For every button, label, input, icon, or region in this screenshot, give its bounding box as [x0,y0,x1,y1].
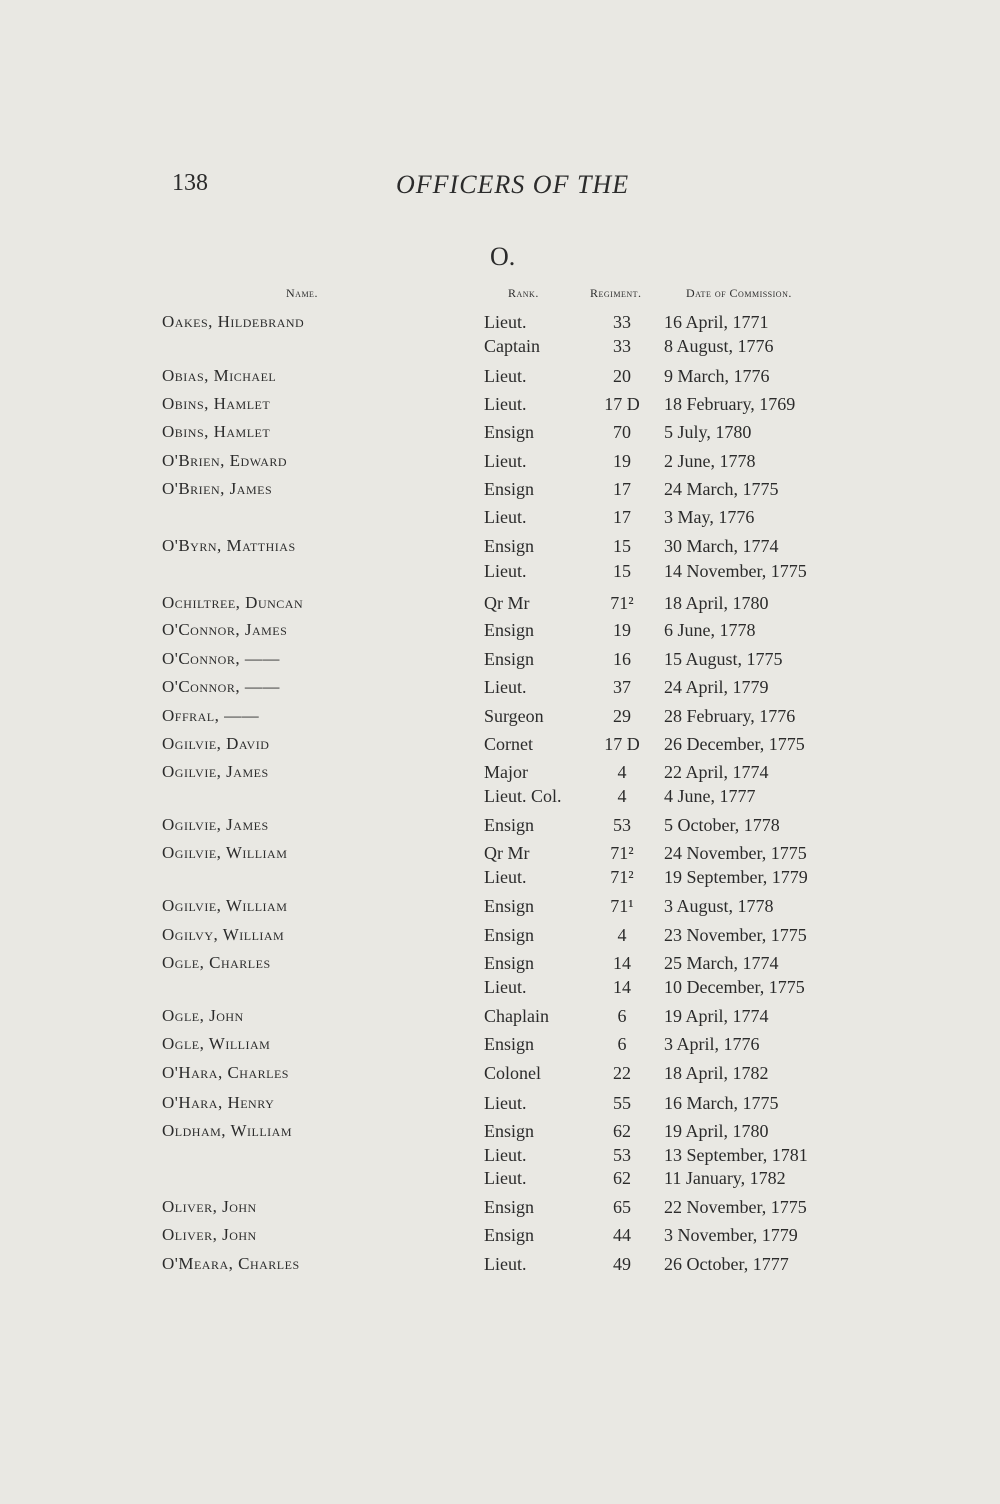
officer-regiment: 29 [613,706,631,726]
officer-rank: Lieut. [484,1145,527,1165]
officer-name: Oldham, William [162,1121,293,1140]
officer-rank: Major [484,762,528,782]
commission-date: 16 April, 1771 [664,312,769,332]
table-row [0,1093,1000,1119]
officer-rank: Lieut. [484,1168,527,1188]
commission-date: 26 October, 1777 [664,1254,789,1274]
officer-regiment: 62 [613,1168,631,1188]
officer-regiment: 16 [613,649,631,669]
officer-regiment: 15 [613,536,631,556]
officer-rank: Lieut. [484,561,527,581]
officer-name: O'Meara, Charles [162,1254,300,1273]
officer-regiment: 19 [613,451,631,471]
table-row [0,925,1000,951]
table-row [0,1254,1000,1280]
table-row [0,1197,1000,1223]
page-number: 138 [172,170,208,196]
officer-regiment: 17 D [604,394,640,414]
commission-date: 19 September, 1779 [664,867,808,887]
officer-rank: Lieut. [484,867,527,887]
commission-date: 13 September, 1781 [664,1145,808,1165]
table-row [0,561,1000,587]
officer-rank: Chaplain [484,1006,549,1026]
officer-name: Ogle, Charles [162,953,271,972]
officer-regiment: 71² [610,867,634,887]
commission-date: 22 November, 1775 [664,1197,807,1217]
table-row [0,786,1000,812]
officer-name: Ogle, John [162,1006,244,1025]
officer-rank: Ensign [484,620,535,640]
commission-date: 19 April, 1780 [664,1121,769,1141]
officer-name: O'Brien, James [162,479,273,498]
commission-date: 15 August, 1775 [664,649,783,669]
section-letter: O. [490,242,516,271]
officer-regiment: 17 D [604,734,640,754]
officer-name: Ogilvie, William [162,896,288,915]
commission-date: 22 April, 1774 [664,762,769,782]
officer-name: Oakes, Hildebrand [162,312,305,331]
commission-date: 18 February, 1769 [664,394,796,414]
table-row [0,1034,1000,1060]
commission-date: 26 December, 1775 [664,734,805,754]
table-row [0,1121,1000,1147]
table-row [0,366,1000,392]
commission-date: 4 June, 1777 [664,786,756,806]
table-row [0,1225,1000,1251]
commission-date: 5 July, 1780 [664,422,752,442]
commission-date: 10 December, 1775 [664,977,805,997]
officer-rank: Surgeon [484,706,544,726]
table-row [0,422,1000,448]
officer-regiment: 6 [617,1034,627,1054]
officer-rank: Ensign [484,925,535,945]
officer-name: Ogilvie, James [162,762,269,781]
table-row [0,706,1000,732]
table-row [0,451,1000,477]
officer-name: O'Hara, Charles [162,1063,289,1082]
table-row [0,479,1000,505]
officer-name: Ogilvie, William [162,843,288,862]
officer-regiment: 44 [613,1225,631,1245]
officer-name: O'Brien, Edward [162,451,288,470]
officer-regiment: 62 [613,1121,631,1141]
column-header-date: Date of Commission. [686,286,792,300]
officer-regiment: 49 [613,1254,631,1274]
commission-date: 18 April, 1780 [664,593,769,613]
table-row [0,896,1000,922]
officer-name: O'Connor, —— [162,649,280,668]
officer-rank: Ensign [484,1225,535,1245]
officer-regiment: 17 [613,479,631,499]
officer-rank: Ensign [484,953,535,973]
table-row [0,677,1000,703]
officer-rank: Ensign [484,896,535,916]
table-row [0,734,1000,760]
commission-date: 11 January, 1782 [664,1168,786,1188]
officer-regiment: 14 [613,977,631,997]
column-header-rank: Rank. [508,286,539,300]
commission-date: 2 June, 1778 [664,451,756,471]
officer-regiment: 33 [613,336,631,356]
officer-rank: Lieut. [484,366,527,386]
officer-rank: Lieut. Col. [484,786,562,806]
officer-name: Obins, Hamlet [162,422,271,441]
table-row [0,953,1000,979]
commission-date: 14 November, 1775 [664,561,807,581]
table-row [0,762,1000,788]
officer-regiment: 4 [617,762,627,782]
table-row [0,620,1000,646]
officer-regiment: 53 [613,1145,631,1165]
table-row [0,843,1000,869]
officer-name: O'Connor, —— [162,677,280,696]
commission-date: 8 August, 1776 [664,336,774,356]
officer-regiment: 71¹ [610,896,634,916]
table-row [0,977,1000,1003]
officer-rank: Lieut. [484,507,527,527]
table-row [0,312,1000,338]
table-row [0,867,1000,893]
table-row [0,649,1000,675]
table-row [0,1168,1000,1194]
officer-regiment: 37 [613,677,631,697]
officer-regiment: 17 [613,507,631,527]
commission-date: 24 November, 1775 [664,843,807,863]
commission-date: 3 April, 1776 [664,1034,760,1054]
commission-date: 6 June, 1778 [664,620,756,640]
officer-regiment: 22 [613,1063,631,1083]
officer-regiment: 55 [613,1093,631,1113]
officer-rank: Ensign [484,479,535,499]
officer-rank: Lieut. [484,451,527,471]
officer-rank: Ensign [484,1197,535,1217]
officer-rank: Lieut. [484,1254,527,1274]
commission-date: 30 March, 1774 [664,536,779,556]
officer-rank: Cornet [484,734,533,754]
officer-rank: Ensign [484,1121,535,1141]
table-row [0,1006,1000,1032]
officer-name: Oliver, John [162,1225,257,1244]
officer-rank: Ensign [484,536,535,556]
officer-name: O'Hara, Henry [162,1093,275,1112]
commission-date: 5 October, 1778 [664,815,780,835]
officer-regiment: 70 [613,422,631,442]
commission-date: 16 March, 1775 [664,1093,779,1113]
officer-rank: Lieut. [484,977,527,997]
running-head: OFFICERS OF THE [396,170,630,199]
officer-rank: Qr Mr [484,843,530,863]
officer-name: Ochiltree, Duncan [162,593,304,612]
officer-name: Ogilvie, David [162,734,270,753]
officer-regiment: 71² [610,843,634,863]
officer-rank: Ensign [484,815,535,835]
commission-date: 23 November, 1775 [664,925,807,945]
commission-date: 3 November, 1779 [664,1225,798,1245]
officer-name: Offral, —— [162,706,260,725]
table-row [0,336,1000,362]
officer-name: O'Byrn, Matthias [162,536,296,555]
officer-regiment: 20 [613,366,631,386]
officer-regiment: 33 [613,312,631,332]
officer-name: Oliver, John [162,1197,257,1216]
table-row [0,507,1000,533]
column-header-regiment: Regiment. [590,286,642,300]
officer-regiment: 15 [613,561,631,581]
officer-rank: Ensign [484,1034,535,1054]
officer-regiment: 14 [613,953,631,973]
officer-regiment: 4 [617,925,627,945]
officer-rank: Lieut. [484,1093,527,1113]
officer-rank: Colonel [484,1063,541,1083]
officer-regiment: 6 [617,1006,627,1026]
officer-name: O'Connor, James [162,620,288,639]
officer-name: Obias, Michael [162,366,277,385]
officer-name: Ogilvy, William [162,925,285,944]
officer-rank: Captain [484,336,540,356]
commission-date: 3 August, 1778 [664,896,774,916]
commission-date: 25 March, 1774 [664,953,779,973]
officer-regiment: 53 [613,815,631,835]
officer-rank: Ensign [484,422,535,442]
commission-date: 18 April, 1782 [664,1063,769,1083]
commission-date: 24 March, 1775 [664,479,779,499]
table-row [0,536,1000,562]
commission-date: 19 April, 1774 [664,1006,769,1026]
table-row [0,394,1000,420]
officer-regiment: 4 [617,786,627,806]
officer-rank: Ensign [484,649,535,669]
officer-name: Obins, Hamlet [162,394,271,413]
officer-regiment: 71² [610,593,634,613]
commission-date: 24 April, 1779 [664,677,769,697]
table-row [0,593,1000,619]
officer-rank: Lieut. [484,394,527,414]
officer-regiment: 19 [613,620,631,640]
officer-regiment: 65 [613,1197,631,1217]
table-row [0,815,1000,841]
commission-date: 9 March, 1776 [664,366,770,386]
commission-date: 28 February, 1776 [664,706,796,726]
column-header-name: Name. [286,286,318,300]
officer-name: Ogle, William [162,1034,271,1053]
officer-name: Ogilvie, James [162,815,269,834]
officer-rank: Lieut. [484,677,527,697]
commission-date: 3 May, 1776 [664,507,755,527]
table-row [0,1063,1000,1089]
officer-rank: Qr Mr [484,593,530,613]
officer-rank: Lieut. [484,312,527,332]
